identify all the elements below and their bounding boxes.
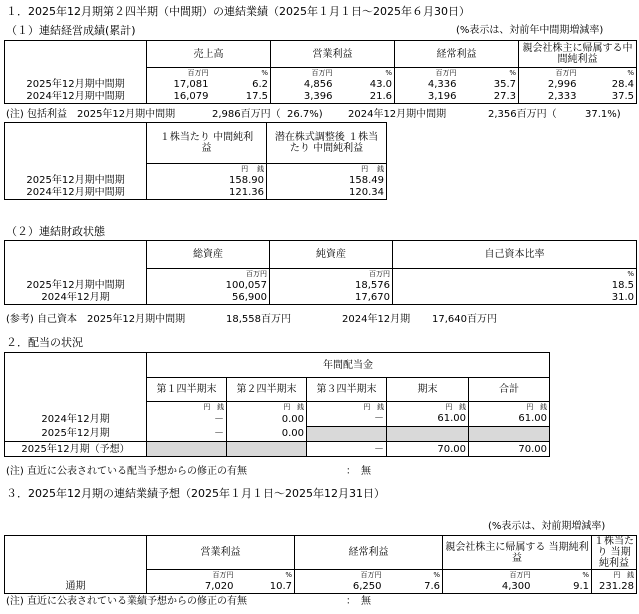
cell-value: 17,081 <box>147 78 211 91</box>
forecast-table <box>4 535 637 594</box>
row-label: 2024年12月期 <box>5 292 147 305</box>
forecast-header-eps: １株当たり 当期純利益 <box>592 536 637 570</box>
cell-value: 120.34 <box>267 187 387 200</box>
unit-sen: 銭 <box>377 402 384 411</box>
fin-header-equity-ratio: 自己資本比率 <box>393 241 637 269</box>
unit-million: 百万円 <box>147 269 270 279</box>
unit-yen: 円 <box>361 164 369 173</box>
cell-value: 61.00 <box>387 412 469 427</box>
unit-million: 百万円 <box>271 68 335 78</box>
financial-position-table <box>4 240 637 305</box>
dividends-group-header: 年間配当金 <box>147 353 550 378</box>
cell-value: 6,250 <box>295 580 384 594</box>
row-label: 2025年12月期中間期 <box>5 78 147 91</box>
unit-pct: % <box>459 68 519 78</box>
equity-reference-value: 18,558百万円 <box>226 314 291 325</box>
cell-value: 4,300 <box>443 580 533 594</box>
cell-value: 0.00 <box>227 427 307 442</box>
dividend-revision-value: ： 無 <box>346 466 371 477</box>
unit-million: 百万円 <box>395 68 459 78</box>
cell-value: 31.0 <box>393 292 637 305</box>
table-row <box>5 412 550 427</box>
cell-value: － <box>147 412 227 427</box>
unit-yen: 円 <box>613 570 621 579</box>
cell-value: 4,336 <box>395 78 459 91</box>
cell-value: 10.7 <box>236 580 295 594</box>
shaded-cell <box>227 442 307 457</box>
report-title: １．2025年12月期第２四半期（中間期）の連結業績（2025年１月１日～2025年６月30日） <box>6 5 470 18</box>
forecast-pct-note: (%表示は、対前期増減率) <box>488 521 606 532</box>
forecast-revision-note: (注) 直近に公表されている業績予想からの修正の有無 <box>6 596 247 607</box>
unit-pct: % <box>236 570 295 580</box>
table-row <box>5 427 550 442</box>
unit-sen: 銭 <box>627 570 634 579</box>
fin-header-net-assets: 純資産 <box>270 241 393 269</box>
comprehensive-income-note: (注) 包括利益 2025年12月期中間期 <box>6 109 176 120</box>
cell-value: 37.5 <box>579 91 637 104</box>
cell-value: 100,057 <box>147 279 270 292</box>
section-heading-results: （１）連結経営成績(累計) <box>6 24 136 37</box>
unit-sen: 銭 <box>540 402 547 411</box>
unit-yen: 円 <box>363 402 371 411</box>
cell-value: 35.7 <box>459 78 519 91</box>
dividend-revision-note: (注) 直近に公表されている配当予想からの修正の有無 <box>6 466 247 477</box>
table-row <box>5 174 387 187</box>
table-row <box>5 91 637 104</box>
results-header-blank <box>5 41 147 68</box>
unit-pct: % <box>211 68 271 78</box>
row-label: 2025年12月期 <box>5 427 147 442</box>
forecast-header-op-profit: 営業利益 <box>147 536 295 570</box>
cell-value: 158.49 <box>267 174 387 187</box>
cell-value: 70.00 <box>387 442 469 457</box>
unit-yen: 円 <box>445 402 453 411</box>
row-label: 2025年12月期中間期 <box>5 279 147 292</box>
fin-header-total-assets: 総資産 <box>147 241 270 269</box>
row-label: 2024年12月期中間期 <box>5 187 147 200</box>
comprehensive-income-prior-pct: 37.1%) <box>585 109 621 120</box>
unit-yen: 円 <box>241 164 249 173</box>
dividends-header-q1: 第１四半期末 <box>147 378 227 402</box>
unit-yen: 円 <box>526 402 534 411</box>
unit-pct: % <box>384 570 443 580</box>
pct-note: (%表示は、対前年中間期増減率) <box>456 25 604 36</box>
cell-value: 2,333 <box>519 91 579 104</box>
results-header-op-profit: 営業利益 <box>271 41 395 68</box>
shaded-cell <box>307 427 387 442</box>
unit-yen: 円 <box>283 402 291 411</box>
eps-header-basic: １株当たり 中間純利益 <box>147 123 267 164</box>
cell-value: － <box>147 427 227 442</box>
cell-value: 3,396 <box>271 91 335 104</box>
row-label: 通期 <box>5 580 147 594</box>
cell-value: 43.0 <box>335 78 395 91</box>
section-heading-financial: （２）連結財政状態 <box>6 225 105 238</box>
row-label: 2025年12月期（予想） <box>5 442 147 457</box>
section-heading-dividends: ２．配当の状況 <box>6 336 83 349</box>
table-row <box>5 279 637 292</box>
equity-reference-prior-value: 17,640百万円 <box>432 314 497 325</box>
unit-pct: % <box>579 68 637 78</box>
comprehensive-income-pct: 26.7%) <box>287 109 323 120</box>
table-row <box>5 187 387 200</box>
unit-sen: 銭 <box>459 402 466 411</box>
cell-value: 18,576 <box>270 279 393 292</box>
equity-reference-prior-label: 2024年12月期 <box>342 314 411 325</box>
unit-sen: 銭 <box>257 164 264 173</box>
comprehensive-income-prior-label: 2024年12月期中間期 <box>348 109 447 120</box>
cell-value: 21.6 <box>335 91 395 104</box>
comprehensive-income-value: 2,986百万円（ <box>212 109 281 120</box>
comprehensive-income-prior-value: 2,356百万円（ <box>488 109 557 120</box>
unit-pct: % <box>335 68 395 78</box>
cell-value: 56,900 <box>147 292 270 305</box>
eps-table <box>4 122 387 200</box>
table-row <box>5 292 637 305</box>
cell-value: 17,670 <box>270 292 393 305</box>
cell-value: － <box>307 412 387 427</box>
unit-million: 百万円 <box>147 68 211 78</box>
eps-header-diluted: 潜在株式調整後 １株当たり 中間純利益 <box>267 123 387 164</box>
cell-value: 158.90 <box>147 174 267 187</box>
forecast-revision-value: ： 無 <box>346 596 371 607</box>
shaded-cell <box>469 427 550 442</box>
unit-sen: 銭 <box>377 164 384 173</box>
unit-pct: % <box>533 570 592 580</box>
cell-value: 28.4 <box>579 78 637 91</box>
unit-million: 百万円 <box>295 570 384 580</box>
cell-value: 4,856 <box>271 78 335 91</box>
table-row <box>5 442 550 457</box>
cell-value: 7.6 <box>384 580 443 594</box>
cell-value: 18.5 <box>393 279 637 292</box>
section-heading-forecast: ３．2025年12月期の連結業績予想（2025年１月１日～2025年12月31日） <box>6 487 385 500</box>
cell-value: 121.36 <box>147 187 267 200</box>
unit-million: 百万円 <box>519 68 579 78</box>
cell-value: 70.00 <box>469 442 550 457</box>
unit-sen: 銭 <box>297 402 304 411</box>
unit-yen: 円 <box>203 402 211 411</box>
results-table <box>4 40 637 104</box>
cell-value: 6.2 <box>211 78 271 91</box>
equity-reference-note: (参考) 自己資本 2025年12月期中間期 <box>6 314 186 325</box>
row-label: 2024年12月期中間期 <box>5 91 147 104</box>
unit-million: 百万円 <box>147 570 236 580</box>
cell-value: 9.1 <box>533 580 592 594</box>
row-label: 2024年12月期 <box>5 412 147 427</box>
cell-value: － <box>307 442 387 457</box>
shaded-cell <box>147 442 227 457</box>
cell-value: 27.3 <box>459 91 519 104</box>
dividends-header-total: 合計 <box>469 378 550 402</box>
unit-million: 百万円 <box>270 269 393 279</box>
results-header-net-income: 親会社株主に帰属する中間純利益 <box>519 41 637 68</box>
cell-value: 231.28 <box>592 580 637 594</box>
cell-value: 3,196 <box>395 91 459 104</box>
unit-million: 百万円 <box>443 570 533 580</box>
cell-value: 2,996 <box>519 78 579 91</box>
shaded-cell <box>387 427 469 442</box>
cell-value: 61.00 <box>469 412 550 427</box>
table-row <box>5 78 637 91</box>
dividends-header-q3: 第３四半期末 <box>307 378 387 402</box>
cell-value: 16,079 <box>147 91 211 104</box>
dividends-header-q2: 第２四半期末 <box>227 378 307 402</box>
cell-value: 7,020 <box>147 580 236 594</box>
cell-value: 17.5 <box>211 91 271 104</box>
results-header-ord-profit: 経常利益 <box>395 41 519 68</box>
forecast-header-net-income: 親会社株主に帰属する 当期純利益 <box>443 536 592 570</box>
unit-pct: % <box>393 269 637 279</box>
dividends-header-year-end: 期末 <box>387 378 469 402</box>
forecast-header-ord-profit: 経常利益 <box>295 536 443 570</box>
table-row <box>5 580 637 594</box>
results-header-sales: 売上高 <box>147 41 271 68</box>
dividends-table <box>4 352 550 457</box>
unit-sen: 銭 <box>217 402 224 411</box>
row-label: 2025年12月期中間期 <box>5 174 147 187</box>
cell-value: 0.00 <box>227 412 307 427</box>
